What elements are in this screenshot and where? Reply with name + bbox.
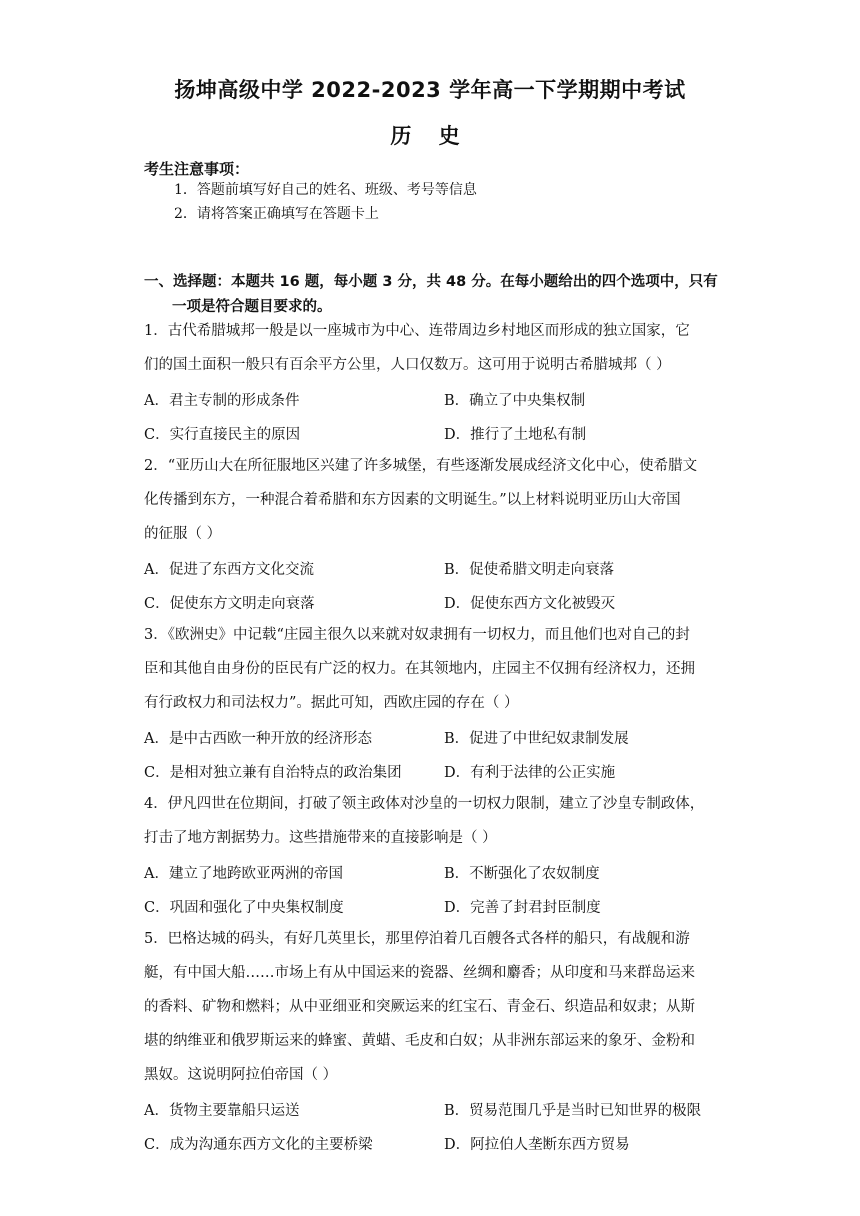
- option-a: A．是中古西欧一种开放的经济形态: [144, 731, 372, 747]
- option-b: B．促进了中世纪奴隶制发展: [444, 731, 629, 747]
- option-c: C．实行直接民主的原因: [144, 427, 301, 443]
- question-line: 堪的纳维亚和俄罗斯运来的蜂蜜、黄蜡、毛皮和白奴；从非洲东部运来的象牙、金粉和: [144, 1033, 695, 1049]
- option-a: A．建立了地跨欧亚两洲的帝国: [144, 866, 343, 882]
- option-a: A．君主专制的形成条件: [144, 393, 300, 409]
- question-line: 们的国土面积一般只有百余平方公里，人口仅数万。这可用于说明古希腊城邦（ ）: [144, 357, 671, 373]
- question-line: 打击了地方割据势力。这些措施带来的直接影响是（ ）: [144, 830, 497, 846]
- option-d: D．有利于法律的公正实施: [444, 765, 616, 781]
- question-line: 化传播到东方，一种混合着希腊和东方因素的文明诞生。”以上材料说明亚历山大帝国: [144, 492, 681, 508]
- option-d: D．阿拉伯人垄断东西方贸易: [444, 1137, 630, 1153]
- question-4: [144, 787, 718, 855]
- option-d: D．完善了封君封臣制度: [444, 900, 601, 916]
- question-line: 3．《欧洲史》中记载“庄园主很久以来就对奴隶拥有一切权力，而且他们也对自己的封: [144, 627, 690, 643]
- question-line: 黑奴。这说明阿拉伯帝国（ ）: [144, 1067, 338, 1083]
- option-b: B．贸易范围几乎是当时已知世界的极限: [444, 1103, 702, 1119]
- option-b: B．确立了中央集权制: [444, 393, 586, 409]
- section-heading-line: 一、选择题：本题共 16 题，每小题 3 分，共 48 分。在每小题给出的四个选项中，只有: [144, 274, 718, 290]
- question-line: 5．巴格达城的码头，有好几英里长，那里停泊着几百艘各式各样的船只，有战舰和游: [144, 931, 690, 947]
- question-line: 1．古代希腊城邦一般是以一座城市为中心、连带周边乡村地区而形成的独立国家，它: [144, 323, 690, 339]
- question-line: 4．伊凡四世在位期间，打破了领主政体对沙皇的一切权力限制，建立了沙皇专制政体，: [144, 796, 705, 812]
- question-line: 的征服（ ）: [144, 526, 222, 542]
- option-b: B．不断强化了农奴制度: [444, 866, 600, 882]
- option-c: C．巩固和强化了中央集权制度: [144, 900, 344, 916]
- notice-item: 1．答题前填写好自己的姓名、班级、考号等信息: [174, 182, 477, 198]
- option-b: B．促使希腊文明走向衰落: [444, 562, 615, 578]
- question-line: 有行政权力和司法权力”。据此可知，西欧庄园的存在（ ）: [144, 695, 519, 711]
- notice-item: 2．请将答案正确填写在答题卡上: [174, 206, 379, 222]
- question-3: [144, 618, 718, 720]
- subject-title: 历 史: [390, 124, 470, 148]
- question-1: [144, 314, 718, 382]
- question-2: [144, 449, 718, 551]
- question-line: 臣和其他自由身份的臣民有广泛的权力。在其领地内，庄园主不仅拥有经济权力，还拥: [144, 661, 695, 677]
- question-line: 的香料、矿物和燃料；从中亚细亚和突厥运来的红宝石、青金石、织造品和奴隶；从斯: [144, 999, 695, 1015]
- option-c: C．促使东方文明走向衰落: [144, 596, 315, 612]
- question-5: [144, 922, 718, 1092]
- exam-title: 扬坤高级中学 2022-2023 学年高一下学期期中考试: [174, 78, 686, 102]
- option-a: A．促进了东西方文化交流: [144, 562, 314, 578]
- section-heading: [144, 270, 724, 320]
- option-d: D．促使东西方文化被毁灭: [444, 596, 616, 612]
- section-heading-line: 一项是符合题目要求的。: [172, 299, 332, 315]
- option-c: C．是相对独立兼有自治特点的政治集团: [144, 765, 402, 781]
- notice-title: 考生注意事项：: [144, 160, 250, 178]
- option-c: C．成为沟通东西方文化的主要桥梁: [144, 1137, 373, 1153]
- option-d: D．推行了土地私有制: [444, 427, 587, 443]
- option-a: A．货物主要靠船只运送: [144, 1103, 300, 1119]
- question-line: 2．“亚历山大在所征服地区兴建了许多城堡，有些逐渐发展成经济文化中心，使希腊文: [144, 458, 698, 474]
- question-line: 艇，有中国大船……市场上有从中国运来的瓷器、丝绸和麝香；从印度和马来群岛运来: [144, 965, 695, 981]
